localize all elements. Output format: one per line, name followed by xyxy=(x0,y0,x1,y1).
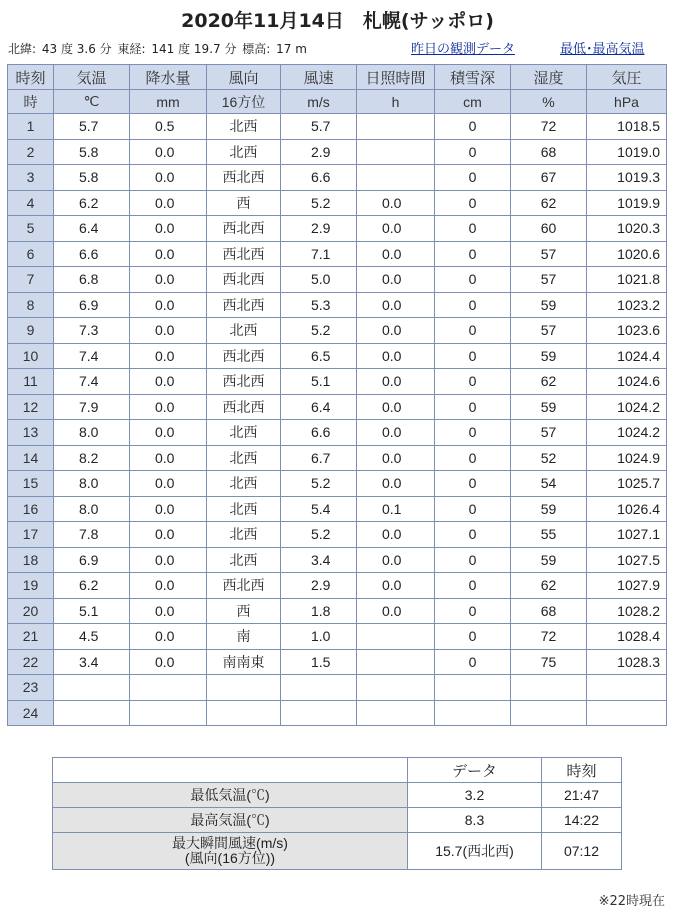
table-row-snow-depth: 0 xyxy=(435,241,511,267)
observation-table xyxy=(7,64,667,726)
table-row-pressure: 1019.3 xyxy=(587,165,667,191)
table-row-sunshine: 0.0 xyxy=(357,292,435,318)
footnote: ※22時現在 xyxy=(598,894,665,909)
table-row xyxy=(8,394,667,420)
table-row-hour: 9 xyxy=(8,318,54,344)
table-row-wind-direction: 北西 xyxy=(207,420,281,446)
summary-label-line2: (風向(16方位)) xyxy=(184,850,276,866)
table-row-pressure: 1027.5 xyxy=(587,547,667,573)
table-row-snow-depth: 0 xyxy=(435,445,511,471)
header-row-pressure: 気圧 xyxy=(587,65,667,90)
table-row-hour: 23 xyxy=(8,675,54,701)
unit-row-humidity: % xyxy=(511,90,587,114)
table-row-sunshine: 0.0 xyxy=(357,190,435,216)
unit-row-snow-depth: cm xyxy=(435,90,511,114)
table-row-precipitation: 0.0 xyxy=(130,522,207,548)
table-row-pressure: 1023.6 xyxy=(587,318,667,344)
table-row-wind-speed: 7.1 xyxy=(281,241,357,267)
table-row-pressure: 1028.2 xyxy=(587,598,667,624)
table-row-wind-direction: 西北西 xyxy=(207,292,281,318)
table-row-precipitation: 0.0 xyxy=(130,649,207,675)
summary-header-data: データ xyxy=(408,758,542,783)
summary-value: 15.7(西北西) xyxy=(408,833,542,870)
table-row-precipitation: 0.0 xyxy=(130,624,207,650)
table-row-precipitation: 0.0 xyxy=(130,598,207,624)
table-row-temperature: 3.4 xyxy=(54,649,130,675)
table-row-sunshine xyxy=(357,649,435,675)
table-row-humidity: 57 xyxy=(511,267,587,293)
table-row-wind-direction: 北西 xyxy=(207,522,281,548)
table-row-precipitation: 0.0 xyxy=(130,139,207,165)
table-row-wind-speed: 5.2 xyxy=(281,471,357,497)
table-row-humidity: 68 xyxy=(511,139,587,165)
table-row-precipitation: 0.0 xyxy=(130,573,207,599)
table-row-wind-speed: 5.0 xyxy=(281,267,357,293)
table-row xyxy=(8,700,667,726)
header-row-wind-direction: 風向 xyxy=(207,65,281,90)
table-row xyxy=(8,624,667,650)
longitude-value: 141 度 19.7 分 xyxy=(151,42,237,56)
table-row-hour: 19 xyxy=(8,573,54,599)
table-row-pressure xyxy=(587,700,667,726)
table-row-precipitation: 0.0 xyxy=(130,165,207,191)
unit-row-precipitation: mm xyxy=(130,90,207,114)
table-row-snow-depth: 0 xyxy=(435,649,511,675)
table-row-precipitation: 0.0 xyxy=(130,216,207,242)
table-row-wind-direction: 西北西 xyxy=(207,267,281,293)
table-row-wind-direction: 西北西 xyxy=(207,369,281,395)
table-row-snow-depth: 0 xyxy=(435,394,511,420)
table-row-temperature: 7.4 xyxy=(54,369,130,395)
table-row-hour: 11 xyxy=(8,369,54,395)
table-row-wind-speed: 5.3 xyxy=(281,292,357,318)
table-row-wind-speed: 5.1 xyxy=(281,369,357,395)
table-row xyxy=(8,675,667,701)
table-row-temperature: 7.9 xyxy=(54,394,130,420)
table-row-wind-direction: 北西 xyxy=(207,139,281,165)
table-row-sunshine: 0.1 xyxy=(357,496,435,522)
table-row-precipitation xyxy=(130,700,207,726)
latitude-label: 北緯: xyxy=(8,42,37,56)
table-row-humidity: 62 xyxy=(511,573,587,599)
table-row xyxy=(8,420,667,446)
table-row-humidity: 68 xyxy=(511,598,587,624)
table-row-humidity: 57 xyxy=(511,241,587,267)
table-row-snow-depth: 0 xyxy=(435,522,511,548)
table-row-snow-depth: 0 xyxy=(435,139,511,165)
table-row-precipitation: 0.0 xyxy=(130,394,207,420)
unit-row-temperature: ℃ xyxy=(54,90,130,114)
table-row-humidity: 57 xyxy=(511,420,587,446)
table-row-snow-depth: 0 xyxy=(435,471,511,497)
table-row-hour: 24 xyxy=(8,700,54,726)
page-title: 2020年11月14日 札幌(サッポロ) xyxy=(181,10,494,32)
table-row-temperature: 8.2 xyxy=(54,445,130,471)
summary-label-line1: 最大瞬間風速(m/s) xyxy=(172,835,288,851)
table-row-pressure: 1025.7 xyxy=(587,471,667,497)
table-row-hour: 2 xyxy=(8,139,54,165)
table-row-sunshine: 0.0 xyxy=(357,445,435,471)
table-row-temperature: 6.2 xyxy=(54,190,130,216)
table-row-snow-depth: 0 xyxy=(435,369,511,395)
table-row-pressure: 1023.2 xyxy=(587,292,667,318)
table-row-precipitation: 0.5 xyxy=(130,114,207,140)
table-row-wind-direction: 南 xyxy=(207,624,281,650)
unit-row-wind-speed: m/s xyxy=(281,90,357,114)
table-row-humidity: 52 xyxy=(511,445,587,471)
table-row-hour: 17 xyxy=(8,522,54,548)
table-row-snow-depth: 0 xyxy=(435,573,511,599)
table-row-temperature: 6.2 xyxy=(54,573,130,599)
table-row-temperature: 5.8 xyxy=(54,139,130,165)
table-row-wind-speed: 6.5 xyxy=(281,343,357,369)
header-row-precipitation: 降水量 xyxy=(130,65,207,90)
table-row-sunshine: 0.0 xyxy=(357,369,435,395)
table-row-snow-depth: 0 xyxy=(435,496,511,522)
table-row-hour: 10 xyxy=(8,343,54,369)
table-row-wind-direction: 北西 xyxy=(207,547,281,573)
table-row-snow-depth xyxy=(435,675,511,701)
table-row-precipitation: 0.0 xyxy=(130,496,207,522)
table-row-hour: 7 xyxy=(8,267,54,293)
table-row-wind-speed: 6.6 xyxy=(281,165,357,191)
table-row-precipitation: 0.0 xyxy=(130,292,207,318)
table-row-hour: 3 xyxy=(8,165,54,191)
table-row-wind-speed: 5.4 xyxy=(281,496,357,522)
table-row xyxy=(8,445,667,471)
table-row-humidity: 72 xyxy=(511,114,587,140)
header-row-snow-depth: 積雪深 xyxy=(435,65,511,90)
table-row xyxy=(8,216,667,242)
table-row-temperature: 7.4 xyxy=(54,343,130,369)
table-row-precipitation: 0.0 xyxy=(130,547,207,573)
longitude-label: 東経: xyxy=(117,42,146,56)
table-row-sunshine: 0.0 xyxy=(357,267,435,293)
table-row-wind-speed: 1.0 xyxy=(281,624,357,650)
altitude-value: 17 m xyxy=(276,42,307,56)
table-row-hour: 4 xyxy=(8,190,54,216)
table-row-wind-direction: 北西 xyxy=(207,496,281,522)
table-row-wind-speed: 1.5 xyxy=(281,649,357,675)
table-row-pressure: 1019.0 xyxy=(587,139,667,165)
table-row-wind-speed: 3.4 xyxy=(281,547,357,573)
table-row-wind-speed: 2.9 xyxy=(281,573,357,599)
latitude-value: 43 度 3.6 分 xyxy=(41,42,112,56)
table-row-wind-speed: 2.9 xyxy=(281,139,357,165)
table-row-precipitation xyxy=(130,675,207,701)
summary-table xyxy=(52,757,622,870)
summary-row-max-gust xyxy=(53,833,622,870)
table-row-humidity: 67 xyxy=(511,165,587,191)
table-row-wind-speed xyxy=(281,675,357,701)
table-row xyxy=(8,139,667,165)
table-row-temperature: 6.9 xyxy=(54,292,130,318)
summary-time: 14:22 xyxy=(542,808,622,833)
table-row-pressure: 1024.6 xyxy=(587,369,667,395)
table-row-temperature xyxy=(54,700,130,726)
table-row-sunshine xyxy=(357,165,435,191)
table-row-temperature: 8.0 xyxy=(54,420,130,446)
table-row-wind-direction: 南南東 xyxy=(207,649,281,675)
table-row-temperature: 6.8 xyxy=(54,267,130,293)
table-row-sunshine: 0.0 xyxy=(357,318,435,344)
table-row xyxy=(8,547,667,573)
header-row-wind-speed: 風速 xyxy=(281,65,357,90)
table-row-precipitation: 0.0 xyxy=(130,420,207,446)
table-row xyxy=(8,573,667,599)
table-row-sunshine: 0.0 xyxy=(357,241,435,267)
table-row-humidity: 75 xyxy=(511,649,587,675)
table-row xyxy=(8,369,667,395)
table-row-temperature: 6.9 xyxy=(54,547,130,573)
summary-label: 最低気温(℃) xyxy=(53,783,408,808)
table-row-wind-speed: 1.8 xyxy=(281,598,357,624)
table-row xyxy=(8,318,667,344)
table-row-snow-depth: 0 xyxy=(435,267,511,293)
table-row-humidity xyxy=(511,700,587,726)
table-row-sunshine: 0.0 xyxy=(357,522,435,548)
table-row-temperature xyxy=(54,675,130,701)
table-row-temperature: 4.5 xyxy=(54,624,130,650)
header-row-temperature: 気温 xyxy=(54,65,130,90)
table-row-hour: 21 xyxy=(8,624,54,650)
table-row-wind-direction: 西北西 xyxy=(207,165,281,191)
table-row-wind-direction: 北西 xyxy=(207,471,281,497)
table-row-wind-speed: 6.4 xyxy=(281,394,357,420)
table-row-sunshine xyxy=(357,114,435,140)
header-row-sunshine: 日照時間 xyxy=(357,65,435,90)
table-row-precipitation: 0.0 xyxy=(130,343,207,369)
table-row-pressure: 1020.3 xyxy=(587,216,667,242)
table-row-wind-direction xyxy=(207,675,281,701)
table-row-hour: 16 xyxy=(8,496,54,522)
table-row-temperature: 7.3 xyxy=(54,318,130,344)
summary-header-row xyxy=(53,758,622,783)
summary-value: 8.3 xyxy=(408,808,542,833)
table-row-sunshine: 0.0 xyxy=(357,598,435,624)
table-row xyxy=(8,522,667,548)
table-row-temperature: 8.0 xyxy=(54,471,130,497)
table-row xyxy=(8,471,667,497)
table-row-pressure: 1021.8 xyxy=(587,267,667,293)
table-row-humidity: 57 xyxy=(511,318,587,344)
table-row-precipitation: 0.0 xyxy=(130,318,207,344)
unit-row-wind-direction: 16方位 xyxy=(207,90,281,114)
table-row-wind-direction: 西北西 xyxy=(207,343,281,369)
table-row-temperature: 7.8 xyxy=(54,522,130,548)
table-row-hour: 22 xyxy=(8,649,54,675)
table-row-pressure: 1028.3 xyxy=(587,649,667,675)
table-row-wind-speed: 6.6 xyxy=(281,420,357,446)
summary-header-blank xyxy=(53,758,408,783)
table-row-temperature: 6.6 xyxy=(54,241,130,267)
table-row-hour: 8 xyxy=(8,292,54,318)
table-row xyxy=(8,292,667,318)
table-row-snow-depth: 0 xyxy=(435,114,511,140)
table-row xyxy=(8,649,667,675)
header-row xyxy=(8,65,667,90)
table-row-snow-depth: 0 xyxy=(435,165,511,191)
table-row-temperature: 5.7 xyxy=(54,114,130,140)
table-row-snow-depth: 0 xyxy=(435,318,511,344)
table-row-snow-depth: 0 xyxy=(435,216,511,242)
table-row-sunshine: 0.0 xyxy=(357,573,435,599)
table-row-wind-speed: 5.2 xyxy=(281,318,357,344)
table-row-humidity: 59 xyxy=(511,496,587,522)
table-row-wind-direction: 北西 xyxy=(207,445,281,471)
table-row-precipitation: 0.0 xyxy=(130,190,207,216)
table-row-wind-direction: 北西 xyxy=(207,114,281,140)
table-row-snow-depth: 0 xyxy=(435,420,511,446)
table-row-wind-speed: 5.2 xyxy=(281,522,357,548)
unit-row xyxy=(8,90,667,114)
table-row xyxy=(8,165,667,191)
table-row-humidity: 59 xyxy=(511,292,587,318)
table-row-hour: 14 xyxy=(8,445,54,471)
min-max-temp-link[interactable]: 最低･最高気温 xyxy=(560,42,645,57)
unit-row-sunshine: h xyxy=(357,90,435,114)
table-row-precipitation: 0.0 xyxy=(130,471,207,497)
table-row-pressure xyxy=(587,675,667,701)
table-row-sunshine: 0.0 xyxy=(357,547,435,573)
summary-label xyxy=(53,833,408,870)
table-row-pressure: 1024.9 xyxy=(587,445,667,471)
table-row-temperature: 8.0 xyxy=(54,496,130,522)
table-row xyxy=(8,598,667,624)
table-row-pressure: 1018.5 xyxy=(587,114,667,140)
table-row-humidity: 59 xyxy=(511,547,587,573)
table-row-snow-depth: 0 xyxy=(435,547,511,573)
yesterday-data-link[interactable]: 昨日の観測データ xyxy=(411,42,516,57)
summary-value: 3.2 xyxy=(408,783,542,808)
table-row-snow-depth xyxy=(435,700,511,726)
table-row-temperature: 5.1 xyxy=(54,598,130,624)
table-row-precipitation: 0.0 xyxy=(130,267,207,293)
summary-label: 最高気温(℃) xyxy=(53,808,408,833)
table-row-wind-direction xyxy=(207,700,281,726)
table-row xyxy=(8,241,667,267)
table-row-humidity xyxy=(511,675,587,701)
table-row-sunshine: 0.0 xyxy=(357,343,435,369)
table-row-hour: 15 xyxy=(8,471,54,497)
table-row-wind-speed: 6.7 xyxy=(281,445,357,471)
summary-time: 07:12 xyxy=(542,833,622,870)
table-row xyxy=(8,114,667,140)
table-row-sunshine: 0.0 xyxy=(357,420,435,446)
table-row-pressure: 1024.2 xyxy=(587,420,667,446)
summary-row-max-temp xyxy=(53,808,622,833)
table-row-snow-depth: 0 xyxy=(435,292,511,318)
table-row-humidity: 55 xyxy=(511,522,587,548)
table-row-snow-depth: 0 xyxy=(435,190,511,216)
table-row-pressure: 1024.2 xyxy=(587,394,667,420)
summary-time: 21:47 xyxy=(542,783,622,808)
table-row-humidity: 62 xyxy=(511,369,587,395)
table-row-wind-direction: 西 xyxy=(207,598,281,624)
table-row-snow-depth: 0 xyxy=(435,343,511,369)
table-row xyxy=(8,343,667,369)
table-row-sunshine: 0.0 xyxy=(357,471,435,497)
table-row-humidity: 72 xyxy=(511,624,587,650)
table-row-hour: 1 xyxy=(8,114,54,140)
table-row-humidity: 59 xyxy=(511,394,587,420)
table-row-hour: 20 xyxy=(8,598,54,624)
table-row-wind-speed: 5.7 xyxy=(281,114,357,140)
table-row-wind-direction: 北西 xyxy=(207,318,281,344)
table-row-hour: 13 xyxy=(8,420,54,446)
table-row-humidity: 62 xyxy=(511,190,587,216)
table-row xyxy=(8,267,667,293)
table-row-temperature: 5.8 xyxy=(54,165,130,191)
table-row-hour: 12 xyxy=(8,394,54,420)
table-row-humidity: 54 xyxy=(511,471,587,497)
table-row xyxy=(8,190,667,216)
table-row-sunshine xyxy=(357,624,435,650)
table-row-wind-direction: 西北西 xyxy=(207,573,281,599)
table-row-pressure: 1027.1 xyxy=(587,522,667,548)
table-row-hour: 18 xyxy=(8,547,54,573)
table-row-wind-speed xyxy=(281,700,357,726)
table-row-precipitation: 0.0 xyxy=(130,241,207,267)
table-row-sunshine xyxy=(357,139,435,165)
table-row-pressure: 1026.4 xyxy=(587,496,667,522)
table-row-wind-direction: 西北西 xyxy=(207,216,281,242)
header-row-humidity: 湿度 xyxy=(511,65,587,90)
table-row-hour: 6 xyxy=(8,241,54,267)
header-row-hour: 時刻 xyxy=(8,65,54,90)
table-row-wind-speed: 5.2 xyxy=(281,190,357,216)
table-row-pressure: 1019.9 xyxy=(587,190,667,216)
location-info xyxy=(8,40,309,57)
table-row-wind-direction: 西北西 xyxy=(207,241,281,267)
altitude-label: 標高: xyxy=(242,42,271,56)
table-row-pressure: 1028.4 xyxy=(587,624,667,650)
table-row-wind-direction: 西北西 xyxy=(207,394,281,420)
summary-row-min-temp xyxy=(53,783,622,808)
table-row-precipitation: 0.0 xyxy=(130,369,207,395)
table-row-temperature: 6.4 xyxy=(54,216,130,242)
table-row-snow-depth: 0 xyxy=(435,624,511,650)
table-row-humidity: 59 xyxy=(511,343,587,369)
summary-header-time: 時刻 xyxy=(542,758,622,783)
table-row-pressure: 1024.4 xyxy=(587,343,667,369)
table-row-wind-direction: 西 xyxy=(207,190,281,216)
table-row-sunshine xyxy=(357,675,435,701)
table-row-pressure: 1020.6 xyxy=(587,241,667,267)
table-row-sunshine xyxy=(357,700,435,726)
table-row-hour: 5 xyxy=(8,216,54,242)
table-row-wind-speed: 2.9 xyxy=(281,216,357,242)
table-row-pressure: 1027.9 xyxy=(587,573,667,599)
unit-row-pressure: hPa xyxy=(587,90,667,114)
table-row-precipitation: 0.0 xyxy=(130,445,207,471)
table-row-snow-depth: 0 xyxy=(435,598,511,624)
table-row-humidity: 60 xyxy=(511,216,587,242)
table-row-sunshine: 0.0 xyxy=(357,216,435,242)
unit-row-hour: 時 xyxy=(8,90,54,114)
table-row xyxy=(8,496,667,522)
table-row-sunshine: 0.0 xyxy=(357,394,435,420)
